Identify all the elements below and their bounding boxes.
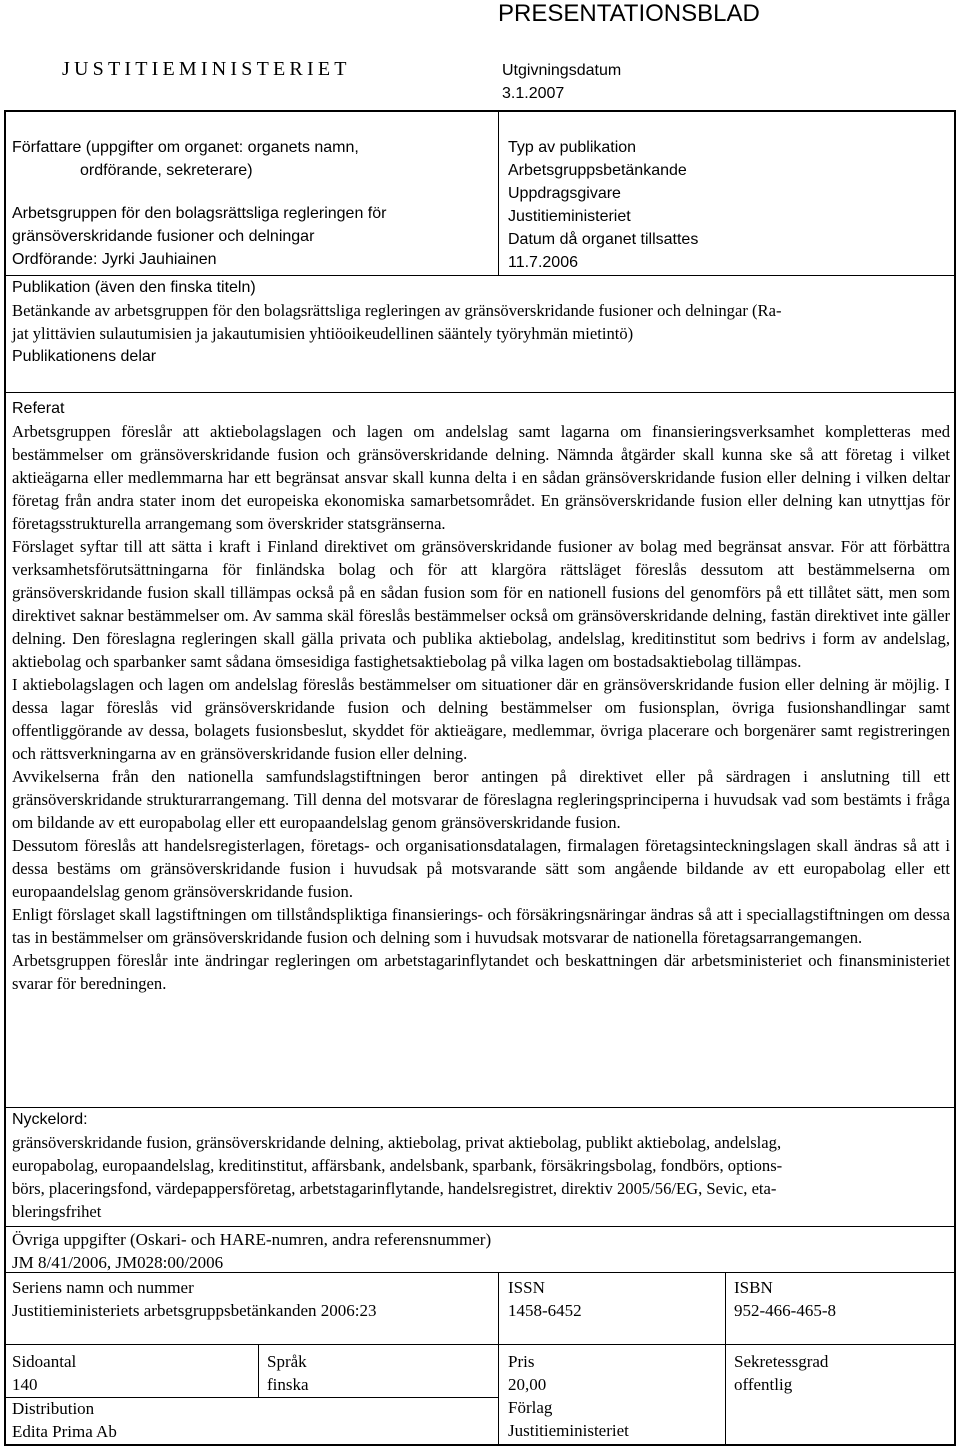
keywords-section (12, 1108, 950, 1223)
publisher-label: Förlag (508, 1398, 553, 1417)
title-label: Publikation (även den finska titeln) (12, 279, 256, 296)
document-type: PRESENTATIONSBLAD (498, 0, 760, 27)
keywords-label: Nyckelord: (12, 1111, 88, 1128)
language-value: finska (267, 1375, 309, 1394)
frame-left (4, 110, 6, 1446)
ministry-name: JUSTITIEMINISTERIET (62, 58, 351, 80)
distribution-cell (12, 1397, 117, 1443)
divider-author (498, 110, 499, 275)
price-label: Pris (508, 1352, 535, 1371)
secrecy-value: offentlig (734, 1375, 793, 1394)
author-name-line2: gränsöverskridande fusioner och delningar (12, 228, 315, 245)
abstract-paragraph: Arbetsgruppen föreslår att aktiebolagslagen och lagen om andelslag samt lagarna om finansieringsverksamhet kompletteras med bestämmelser om gränsöverskridande fusion och gränsöverskridande delning. Nämnda åtgärder skall kunna ske så att företag i vilket aktieägarna eller medlemmarna har ett begränsat ansvar skall kunna delta i en sådan gränsöverskridande fusion eller delning i vilken deltar företag från andra stater inom det europeiska ekonomiska samarbetsområdet. En gränsöverskridande fusion eller delning kan utnyttjas för företagsstrukturella arrangemang som överskrider statsgränserna. (12, 422, 950, 533)
issn-value: 1458-6452 (508, 1301, 582, 1320)
other-info-label: Övriga uppgifter (Oskari- och HARE-numren, andra referensnummer) (12, 1230, 492, 1249)
issn-label: ISSN (508, 1278, 545, 1297)
author-name-line1: Arbetsgruppen för den bolagsrättsliga regleringen för (12, 205, 387, 222)
title-section (12, 276, 950, 368)
commissioner-value: Justitieministeriet (508, 208, 631, 225)
abstract-paragraph: Avvikelserna från den nationella samfundslagstiftningen beror antingen på direktivet eller på särdragen i anslutning till ett gränsöverskridande strukturarrangemang. Till denna del motsvarar de föreslagna regleringsprinciperna i huvudsak vad som bestämts i fråga om bildande av ett europabolag eller ett europaandelslag genom gränsöverskridande fusion. (12, 767, 950, 832)
other-info-value: JM 8/41/2006, JM028:00/2006 (12, 1253, 224, 1272)
pages-value: 140 (12, 1375, 38, 1394)
divider-issn (498, 1272, 499, 1444)
pages-label: Sidoantal (12, 1352, 77, 1371)
appointed-value: 11.7.2006 (508, 254, 578, 271)
abstract-paragraph: Dessutom föreslås att handelsregisterlagen, företags- och organisationsdatalagen, firmalagen företagsinteckningslagen skall ändras så att i dessa bestäms om gränsöverskridande fusion i huvudsak på motsvarande sätt som angående bildande av ett europabolag eller ett europaandelslag genom gränsöverskridande fusion. (12, 836, 950, 901)
abstract-body (12, 420, 950, 995)
language-cell (267, 1350, 309, 1396)
author-label-line2: ordförande, sekreterare) (80, 162, 253, 179)
issn-cell (508, 1276, 582, 1322)
publisher-value: Justitieministeriet (508, 1421, 629, 1440)
parts-label: Publikationens delar (12, 348, 157, 365)
abstract-paragraph: Enligt förslaget skall lagstiftningen om tillståndspliktiga finansierings- och försäkringsnäringar ändras så att i speciallagstiftningen om dessa tas in bestämmelser om gränsöverskridande fusion och delning som i huvudsak motsvarar de nationella företagsarrangemangen. (12, 905, 950, 947)
abstract-paragraph: Arbetsgruppen föreslår inte ändringar regleringen om arbetstagarinflytandet och beskattningen där arbetsministeriet och finansministeriet svarar för beredningen. (12, 951, 950, 993)
title-line1: Betänkande av arbetsgruppen för den bolagsrättsliga regleringen av gränsöverskridande fusioner och delningar (Ra- (12, 301, 782, 320)
isbn-label: ISBN (734, 1278, 773, 1297)
divider-meta (4, 1344, 956, 1345)
divider-language (258, 1344, 259, 1397)
divider-isbn (725, 1272, 726, 1444)
author-chair: Ordförande: Jyrki Jauhiainen (12, 251, 217, 268)
frame-top (4, 110, 956, 112)
release-date: 3.1.2007 (502, 85, 565, 102)
keywords-line3: börs, placeringsfond, värdepappersföretag, arbetstagarinflytande, handelsregistret, direktiv 2005/56/EG, Sevic, eta- (12, 1179, 777, 1198)
keywords-line1: gränsöverskridande fusion, gränsöverskridande delning, aktiebolag, privat aktiebolag, publikt aktiebolag, andelslag, (12, 1133, 782, 1152)
language-label: Språk (267, 1352, 307, 1371)
series-cell (12, 1276, 377, 1322)
abstract-label: Referat (12, 400, 65, 417)
isbn-cell (734, 1276, 836, 1322)
distribution-label: Distribution (12, 1399, 95, 1418)
publication-type-value: Arbetsgruppsbetänkande (508, 162, 687, 179)
divider-other (4, 1226, 956, 1227)
commissioner-label: Uppdragsgivare (508, 185, 621, 202)
release-date-label: Utgivningsdatum (502, 62, 622, 79)
isbn-value: 952-466-465-8 (734, 1301, 836, 1320)
pages-cell (12, 1350, 76, 1396)
secrecy-cell (734, 1350, 828, 1396)
publication-type-label: Typ av publikation (508, 139, 637, 156)
publication-type-section (508, 136, 948, 274)
divider-parts (4, 392, 956, 393)
keywords-line2: europabolag, europaandelslag, kreditinstitut, affärsbank, andelsbank, sparbank, försäkringsbolag, fondbörs, options- (12, 1156, 783, 1175)
frame-right (954, 110, 956, 1446)
series-value: Justitieministeriets arbetsgruppsbetänkanden 2006:23 (12, 1301, 377, 1320)
author-label-line1: Författare (uppgifter om organet: organets namn, (12, 139, 359, 156)
price-cell (508, 1350, 629, 1442)
appointed-label: Datum då organet tillsattes (508, 231, 699, 248)
title-line2: jat ylittävien sulautumisien ja jakautumisien yhtiöoikeudellinen sääntely työryhmän mietintö) (12, 324, 634, 343)
series-label: Seriens namn och nummer (12, 1278, 194, 1297)
author-section (12, 136, 492, 271)
other-info-section (12, 1228, 950, 1274)
secrecy-label: Sekretessgrad (734, 1352, 829, 1371)
abstract-paragraph: I aktiebolagslagen och lagen om andelslag föreslås bestämmelser om situationer där en gränsöverskridande fusion eller delning är möjlig. I dessa lagar föreslås vid gränsöverskridande fusion och delning bestämmelser om fusionsplan, övriga fusionshandlingar samt offentliggörande av dessa, bolagets fusionsbeslut, skyddet för aktieägare, medlemmar, övriga placerare och borgenärer samt registreringen och rättsverkningarna av en gränsöverskridande fusion eller delning. (12, 675, 950, 763)
abstract-section (12, 397, 950, 995)
abstract-paragraph: Förslaget syftar till att sätta i kraft i Finland direktivet om gränsöverskridande fusioner av bolag med begränsat ansvar. För att förbättra verksamhetsförutsättningarna för finländska bolag och för att klargöra rättsläget föreslås dessutom att bestämmelserna om gränsöverskridande fusion skall tillämpas också på en sådan fusion som för en nationell fusions del genomförs på ett tillåtet sätt, men som direktivet saknar bestämmelser om. Av samma skäl föreslås bestämmelser också om gränsöverskridande delning, fastän direktivet inte gäller delning. Den föreslagna regleringen skall gälla privata och publika aktiebolag, andelslag, kreditinstitut som bedrivs i form av andelslag, aktiebolag och sparbanker samt sådana ömsesidiga fastighetsaktiebolag på vilka lagen om bostadsaktiebolag tillämpas. (12, 537, 950, 671)
keywords-line4: bleringsfrihet (12, 1202, 102, 1221)
price-value: 20,00 (508, 1375, 547, 1394)
distribution-value: Edita Prima Ab (12, 1422, 117, 1441)
